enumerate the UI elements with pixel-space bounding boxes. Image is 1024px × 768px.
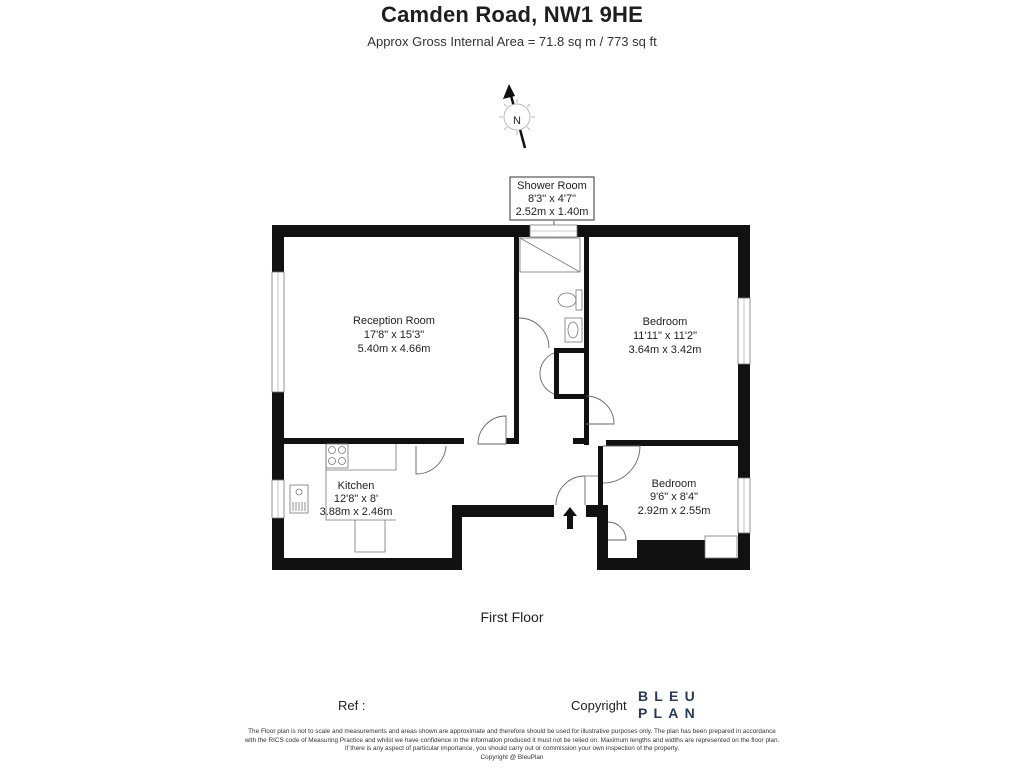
disclaimer-line: The Floor plan is not to scale and measurements and areas shown are approximate and therefore should be used for illustrative purposes only. The plan has been prepared in accordance xyxy=(248,728,776,735)
disclaimer-line: Copyright @ BleuPlan xyxy=(480,753,544,761)
room-kitchen xyxy=(320,480,393,518)
room-bedroom-2 xyxy=(638,478,711,517)
ref-label: Ref : xyxy=(338,698,366,713)
brand-logo xyxy=(638,688,701,722)
bedroom1-metric: 3.64m x 3.42m xyxy=(628,344,702,356)
brand-line-2: PLAN xyxy=(638,705,701,721)
reception-metric: 5.40m x 4.66m xyxy=(357,343,431,355)
gross-area-subtitle: Approx Gross Internal Area = 71.8 sq m / 773 sq ft xyxy=(367,34,657,49)
disclaimer-line: with the RICS code of Measuring Practice and whilst we have confidence in the information produced it must not be relied on. Maximum lengths and widths are represented on the floor plan. xyxy=(244,736,780,744)
plan-title: Camden Road, NW1 9HE xyxy=(381,2,643,27)
disclaimer xyxy=(180,728,844,762)
compass-letter: N xyxy=(513,115,521,127)
shower-room-name: Shower Room xyxy=(517,180,587,192)
disclaimer-line: If there is any aspect of particular importance, you should carry out or commission your own inspection of the property. xyxy=(344,745,680,753)
room-bedroom-1 xyxy=(629,316,702,356)
copyright-label: Copyright xyxy=(571,698,627,713)
room-reception xyxy=(353,315,435,355)
reception-imperial: 17'8" x 15'3" xyxy=(363,329,425,341)
north-arrow-icon xyxy=(499,84,535,148)
bedroom1-imperial: 11'11" x 11'2" xyxy=(633,330,697,342)
kitchen-imperial: 12'8" x 8' xyxy=(333,493,379,505)
shower-room-imperial: 8'3" x 4'7" xyxy=(527,193,577,205)
reception-name: Reception Room xyxy=(353,315,435,327)
kitchen-name: Kitchen xyxy=(337,480,375,492)
bedroom2-metric: 2.92m x 2.55m xyxy=(637,505,711,517)
kitchen-metric: 3.88m x 2.46m xyxy=(319,506,393,518)
bedroom2-imperial: 9'6" x 8'4" xyxy=(649,491,699,503)
floor-label: First Floor xyxy=(480,609,544,625)
brand-line-1: BLEU xyxy=(638,688,701,704)
entrance-arrow-icon xyxy=(563,507,577,529)
shower-room-metric: 2.52m x 1.40m xyxy=(515,206,589,218)
bedroom2-name: Bedroom xyxy=(651,478,697,490)
bedroom1-name: Bedroom xyxy=(642,316,688,328)
walls xyxy=(272,225,750,570)
